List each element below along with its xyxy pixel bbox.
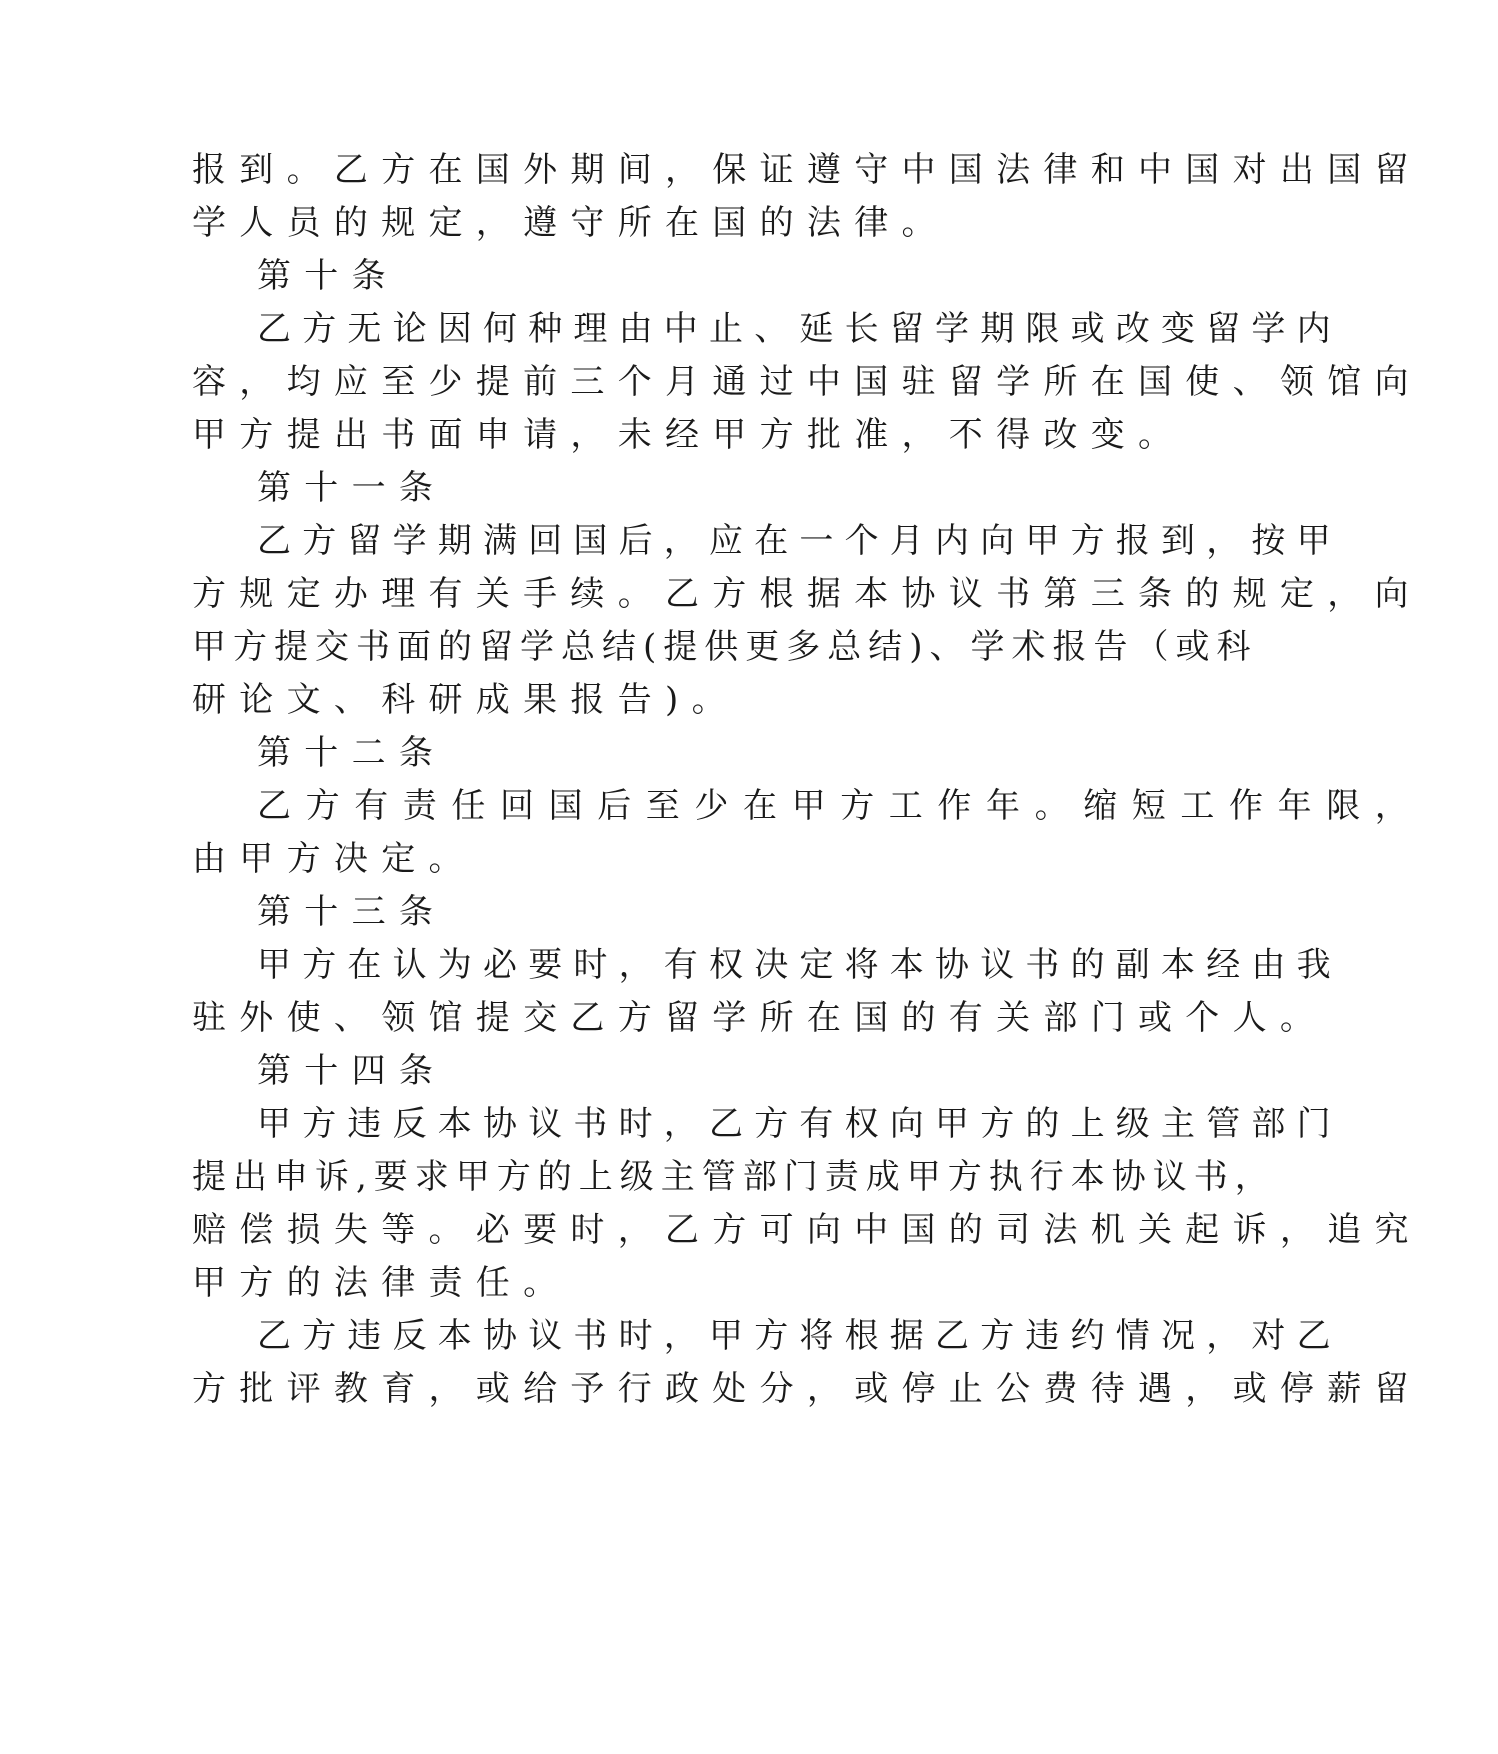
text-line: 学人员的规定，遵守所在国的法律。 (192, 203, 949, 243)
text-line: 提出申诉,要求甲方的上级主管部门责成甲方执行本协议书， (192, 1157, 1276, 1197)
text-line: 方规定办理有关手续。乙方根据本协议书第三条的规定，向 (192, 574, 1422, 614)
text-line: 乙方违反本协议书时，甲方将根据乙方违约情况，对乙 (257, 1316, 1342, 1356)
text-line: 甲方的法律责任。 (192, 1263, 571, 1303)
text-line: 研论文、科研成果报告)。 (192, 680, 739, 720)
text-line: 报到。乙方在国外期间，保证遵守中国法律和中国对出国留 (192, 150, 1422, 190)
text-line: 赔偿损失等。必要时，乙方可向中国的司法机关起诉，追究 (192, 1210, 1422, 1250)
article-heading: 第十四条 (257, 1051, 447, 1091)
article-heading: 第十三条 (257, 892, 447, 932)
text-line: 乙方留学期满回国后，应在一个月内向甲方报到，按甲 (257, 521, 1342, 561)
text-line: 甲方在认为必要时，有权决定将本协议书的副本经由我 (257, 945, 1342, 985)
text-line: 乙方有责任回国后至少在甲方工作年。缩短工作年限， (257, 786, 1424, 826)
text-line: 由甲方决定。 (192, 839, 476, 879)
text-line: 方批评教育，或给予行政处分，或停止公费待遇，或停薪留 (192, 1369, 1422, 1409)
article-heading: 第十条 (257, 256, 399, 296)
text-line: 甲方提交书面的留学总结(提供更多总结)、学术报告（或科 (192, 627, 1258, 667)
text-line: 容，均应至少提前三个月通过中国驻留学所在国使、领馆向 (192, 362, 1422, 402)
text-line: 甲方提出书面申请，未经甲方批准，不得改变。 (192, 415, 1186, 455)
article-heading: 第十一条 (257, 468, 447, 508)
text-line: 甲方违反本协议书时，乙方有权向甲方的上级主管部门 (257, 1104, 1342, 1144)
text-line: 乙方无论因何种理由中止、延长留学期限或改变留学内 (257, 309, 1342, 349)
article-heading: 第十二条 (257, 733, 447, 773)
text-line: 驻外使、领馆提交乙方留学所在国的有关部门或个人。 (192, 998, 1328, 1038)
